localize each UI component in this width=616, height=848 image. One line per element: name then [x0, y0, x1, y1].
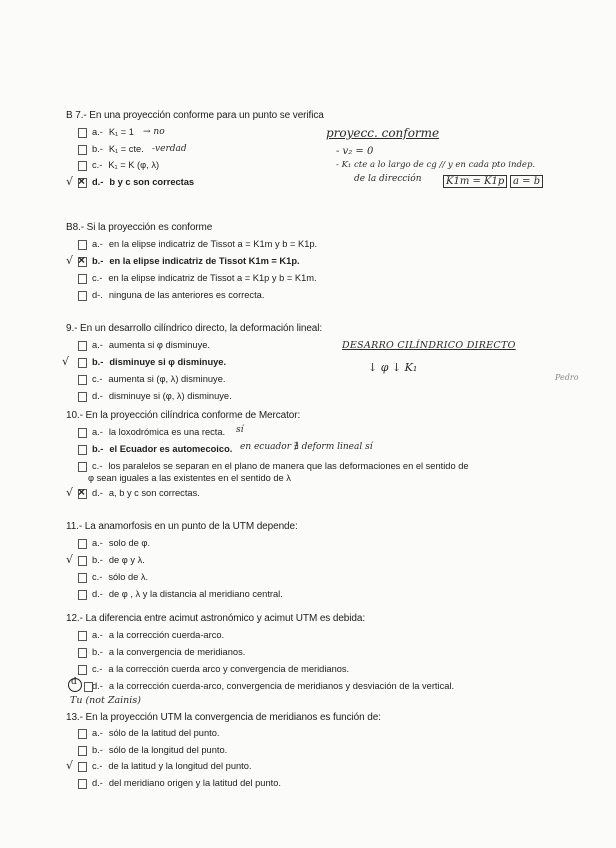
q7-note-a: → no: [143, 127, 165, 137]
q13-margin-check-icon: √: [66, 759, 74, 772]
q8-question: B8.- Si la proyección es conforme: [66, 222, 213, 233]
q8-d-checkbox[interactable]: [78, 291, 87, 301]
q9-margin-check-icon: √: [62, 355, 70, 368]
q8-option-a: a.- en la elipse indicatriz de Tissot a = K1m y b = K1p.: [92, 239, 318, 249]
q10-d-checkbox[interactable]: [78, 489, 87, 499]
q10-option-d: d.- a, b y c son correctas.: [92, 488, 200, 498]
q7-note-box1: K1m = K1p: [443, 175, 507, 188]
q7-option-b: b.- K₁ = cte.: [92, 144, 144, 154]
q11-option-b: b.- de φ y λ.: [92, 555, 145, 565]
q13-a-checkbox[interactable]: [78, 729, 87, 739]
q13-option-d: d.- del meridiano origen y la latitud del punto.: [92, 778, 281, 788]
q13-b-checkbox[interactable]: [78, 746, 87, 756]
q9-option-d: d.- disminuye si (φ, λ) disminuye.: [92, 391, 232, 401]
q12-option-a: a.- a la corrección cuerda-arco.: [92, 630, 225, 640]
q7-note-line2: - K₁ cte a lo largo de cg // y en cada pto indep.: [336, 160, 536, 170]
q12-option-d: d.- a la corrección cuerda-arco, convergencia de meridianos y desviación de la vertical.: [92, 681, 455, 691]
q7-note-b: -verdad: [152, 144, 187, 154]
q11-option-c: c.- sólo de λ.: [92, 572, 149, 582]
q11-margin-check-icon: √: [66, 553, 74, 566]
q10-a-checkbox[interactable]: [78, 428, 87, 438]
q7-note-line3: de la dirección: [354, 174, 422, 184]
q13-option-b: b.- sólo de la longitud del punto.: [92, 745, 228, 755]
q8-option-c: c.- en la elipse indicatriz de Tissot a = K1p y b = K1m.: [92, 273, 317, 283]
q9-a-checkbox[interactable]: [78, 341, 87, 351]
q8-option-d: d-. ninguna de las anteriores es correcta.: [92, 290, 265, 300]
q7-option-d: d.- b y c son correctas: [92, 177, 195, 187]
q13-option-a: a.- sólo de la latitud del punto.: [92, 728, 220, 738]
q11-c-checkbox[interactable]: [78, 573, 87, 583]
q10-option-a: a.- la loxodrómica es una recta.: [92, 427, 226, 437]
q10-note-b: en ecuador ∄ deform lineal sí: [240, 442, 373, 452]
q7-margin-check-icon: √: [66, 175, 74, 188]
q7-d-checkbox[interactable]: [78, 178, 87, 188]
q11-option-d: d.- de φ , λ y la distancia al meridiano central.: [92, 589, 283, 599]
q7-c-checkbox[interactable]: [78, 161, 87, 171]
q8-option-b: b.- en la elipse indicatriz de Tissot K1m = K1p.: [92, 256, 300, 266]
q12-note-below: Tu (not Zainis): [70, 695, 141, 706]
q12-c-checkbox[interactable]: [78, 665, 87, 675]
q10-option-b: b.- el Ecuador es automecoico.: [92, 444, 233, 454]
q13-question: 13.- En la proyección UTM la convergencia de meridianos es función de:: [66, 712, 381, 723]
q12-b-checkbox[interactable]: [78, 648, 87, 658]
q8-margin-check-icon: √: [66, 254, 74, 267]
q13-d-checkbox[interactable]: [78, 779, 87, 789]
q12-option-c: c.- a la corrección cuerda arco y convergencia de meridianos.: [92, 664, 350, 674]
q9-c-checkbox[interactable]: [78, 375, 87, 385]
q11-b-checkbox[interactable]: [78, 556, 87, 566]
q7-a-checkbox[interactable]: [78, 128, 87, 138]
q9-note-line1: ↓ φ ↓ K₁: [368, 361, 418, 374]
q11-option-a: a.- solo de φ.: [92, 538, 151, 548]
q9-option-c: c.- aumenta si (φ, λ) disminuye.: [92, 374, 226, 384]
q9-note-title: DESARRO CILÍNDRICO DIRECTO: [342, 340, 516, 351]
q9-option-b: b.- disminuye si φ disminuye.: [92, 357, 227, 367]
q9-b-checkbox[interactable]: [78, 358, 87, 368]
q9-question: 9.- En un desarrollo cilíndrico directo, la deformación lineal:: [66, 323, 323, 334]
q7-note-box2: a = b: [510, 175, 543, 188]
q10-margin-check-icon: √: [66, 486, 74, 499]
q10-option-c-cont: φ sean iguales a las existentes en el sentido de λ: [88, 473, 291, 483]
q10-note-a: sí: [236, 425, 244, 435]
q11-question: 11.- La anamorfosis en un punto de la UTM depende:: [66, 521, 298, 532]
q8-a-checkbox[interactable]: [78, 240, 87, 250]
q8-c-checkbox[interactable]: [78, 274, 87, 284]
q9-note-faint: Pedro: [555, 373, 579, 382]
q11-a-checkbox[interactable]: [78, 539, 87, 549]
q10-b-checkbox[interactable]: [78, 445, 87, 455]
q10-c-checkbox[interactable]: [78, 462, 87, 472]
q12-question: 12.- La diferencia entre acimut astronómico y acimut UTM es debida:: [66, 613, 365, 624]
q12-a-checkbox[interactable]: [78, 631, 87, 641]
q13-c-checkbox[interactable]: [78, 762, 87, 772]
q7-option-a: a.- K₁ = 1: [92, 127, 134, 137]
q7-question: B 7.- En una proyección conforme para un punto se verifica: [66, 110, 324, 121]
q13-option-c: c.- de la latitud y la longitud del punto.: [92, 761, 252, 771]
q7-b-checkbox[interactable]: [78, 145, 87, 155]
q7-note-line1: - v₂ = 0: [336, 146, 374, 157]
q7-note-title: proyecc. conforme: [326, 126, 440, 140]
q8-b-checkbox[interactable]: [78, 257, 87, 267]
q10-question: 10.- En la proyección cilíndrica conforme de Mercator:: [66, 410, 301, 421]
q9-d-checkbox[interactable]: [78, 392, 87, 402]
q7-option-c: c.- K₁ = K (φ, λ): [92, 160, 160, 170]
q12-circle-letter: d: [71, 677, 77, 687]
q9-option-a: a.- aumenta si φ disminuye.: [92, 340, 210, 350]
q10-option-c: c.- los paralelos se separan en el plano de manera que las deformaciones en el sentido de: [92, 461, 469, 471]
q12-option-b: b.- a la convergencia de meridianos.: [92, 647, 246, 657]
q11-d-checkbox[interactable]: [78, 590, 87, 600]
